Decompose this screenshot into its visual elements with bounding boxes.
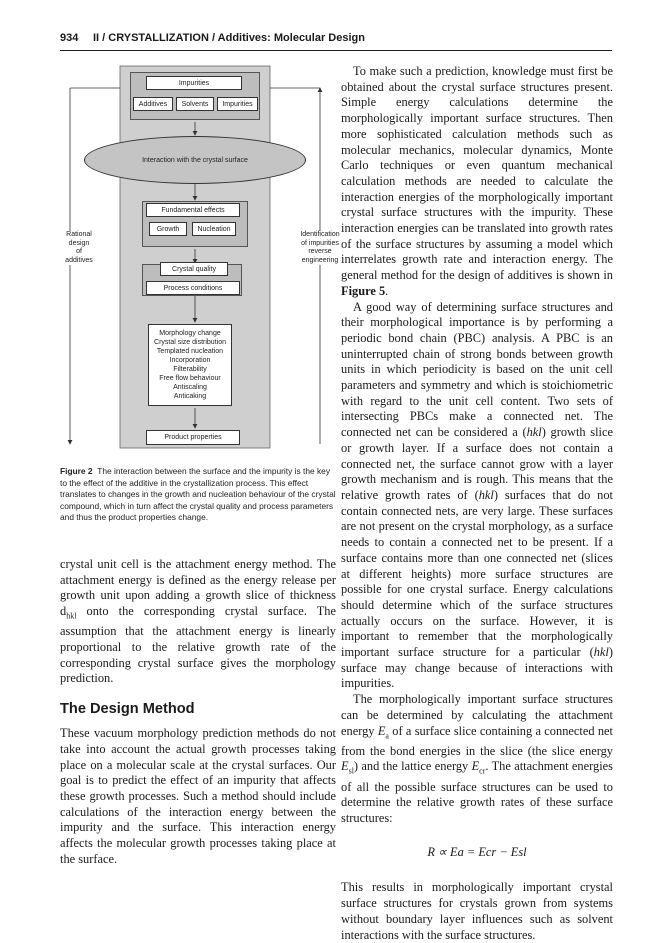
impurities-small-box: Impurities: [217, 97, 258, 111]
section-heading: The Design Method: [60, 701, 195, 718]
figure-2-diagram: [60, 64, 340, 466]
paragraph: A good way of determining surface structures and their morphological importance is by performing a periodic bond chain (PBC) analysis. A PBC is an uninterrupted chain of strong bonds between growth units in which periodicity is based on the unit cell parameters and symmetry and which is stoichiometric with regard to the unit cell content. Two sets of intersecting PBCs make a connected net. The connected net can be considered a (hkl) growth slice or growth layer. If a surface does not contain a connected net, the surface cannot grow with a layer growth mechanism and is rough. This means that the relative growth rates of (hkl) surfaces that do not contain connected nets, are very large. These surfaces are not present on the crystal morphology, as a surface needs to contain a connected net to be present. If a surface contains more than one connected net (slices at different heights) more surface structures are possible for one crystal surface. Energy calculations should determine which of the surface structures actually occurs on the surface. However, it is important to remember that the morphologically important surface structure for a particular (hkl) surface may change because of interactions with impurities.: [341, 299, 613, 691]
figure-reference: Figure 5: [341, 283, 386, 298]
equation: R ∝ Ea = Ecr − Esl: [427, 844, 527, 859]
outcome-item: Morphology change: [159, 330, 221, 337]
caption-label: Figure 2: [60, 466, 93, 476]
paragraph: The morphologically important surface structures can be determined by calculating the attachment energy $E_a$ of a surface slice containing a connected net from the bond energies in the slice (the slice energy $E_{sl}$) and the lattice energy $E_{cr}$. The attachment energies of all the possible surface structures can be used to determine the relative growth rates of these surface structures:: [341, 692, 613, 825]
solvents-box: Solvents: [176, 97, 214, 111]
left-column: [60, 557, 336, 867]
growth-box: Growth: [149, 222, 187, 236]
outcome-item: Filterability: [173, 366, 207, 373]
paragraph: crystal unit cell is the attachment energy method. The attachment energy is defined as the energy release per growth unit upon adding a growth slice of thickness $d_{hkl}$ onto the corresponding crystal surface. The assumption that the attachment energy is linearly proportional to the relative growth rate of the corresponding crystal surface gives the morphology prediction.: [60, 557, 336, 686]
outcome-item: Crystal size distribution: [154, 339, 226, 346]
outcome-item: Free flow behaviour: [159, 375, 221, 382]
right-column: [341, 64, 613, 943]
paragraph: These vacuum morphology prediction methods do not take into account the actual growth processes taking place on a molecular scale at the crystal surfaces. Our goal is to predict the effect of an impurity that affects these growth processes. Such a method should include calculations of the interaction energy between the impurity and the surface. This interaction energy affects the molecular growth processes taking place at the surface.: [60, 726, 336, 866]
paragraph: To make such a prediction, knowledge must first be obtained about the crystal surface structures present. Simple energy calculations determine the morphologically important surface structures. Then more sophisticated calculation methods such as molecular mechanics, molecular dynamics, Monte Carlo techniques or even quantum mechanical calculation methods are needed to calculate the interaction energies of the morphologically important crystal surface structures with the impurity. These interaction energies can be translated into growth rates of the surface structures by assuming a model which interrelates growth rate and interaction energy. The general method for the design of additives is shown in Figure 5.: [341, 64, 613, 298]
interaction-ellipse: Interaction with the crystal surface: [84, 136, 306, 184]
nucleation-box: Nucleation: [192, 222, 236, 236]
outcome-item: Anticaking: [173, 393, 207, 400]
crystal-quality-box: Crystal quality: [160, 262, 228, 276]
process-conditions-box: Process conditions: [146, 281, 240, 295]
outcome-item: Antiscaling: [173, 384, 207, 391]
fundamental-effects-box: Fundamental effects: [146, 203, 240, 217]
additives-box: Additives: [133, 97, 173, 111]
outcome-item: Templated nucleation: [156, 348, 224, 355]
rational-design-label: Rational design of additives: [58, 231, 100, 265]
paragraph: This results in morphologically important crystal surface structures for crystals grown from systems without boundary layer influences such as solvent interactions with the surface structures.: [341, 880, 613, 942]
running-title: II / CRYSTALLIZATION / Additives: Molecular Design: [93, 32, 365, 44]
reverse-engineering-label: Identification of impurities reverse engineering: [294, 231, 346, 265]
running-header: [60, 32, 612, 50]
outcome-item: Incorporation: [169, 357, 211, 364]
figure-caption: [60, 466, 336, 524]
caption-text: The interaction between the surface and the impurity is the key to the effect of the additive in the crystallization process. This effect translates to changes in the growth and nucleation behaviour of the crystal compound, which in turn affect the crystal quality and process parameters and thus the product properties change.: [60, 466, 336, 523]
product-properties-box: Product properties: [146, 430, 240, 445]
outcomes-box: [148, 324, 232, 406]
impurities-box: Impurities: [146, 76, 242, 90]
header-rule: [60, 50, 612, 51]
page-number: 934: [60, 32, 79, 44]
